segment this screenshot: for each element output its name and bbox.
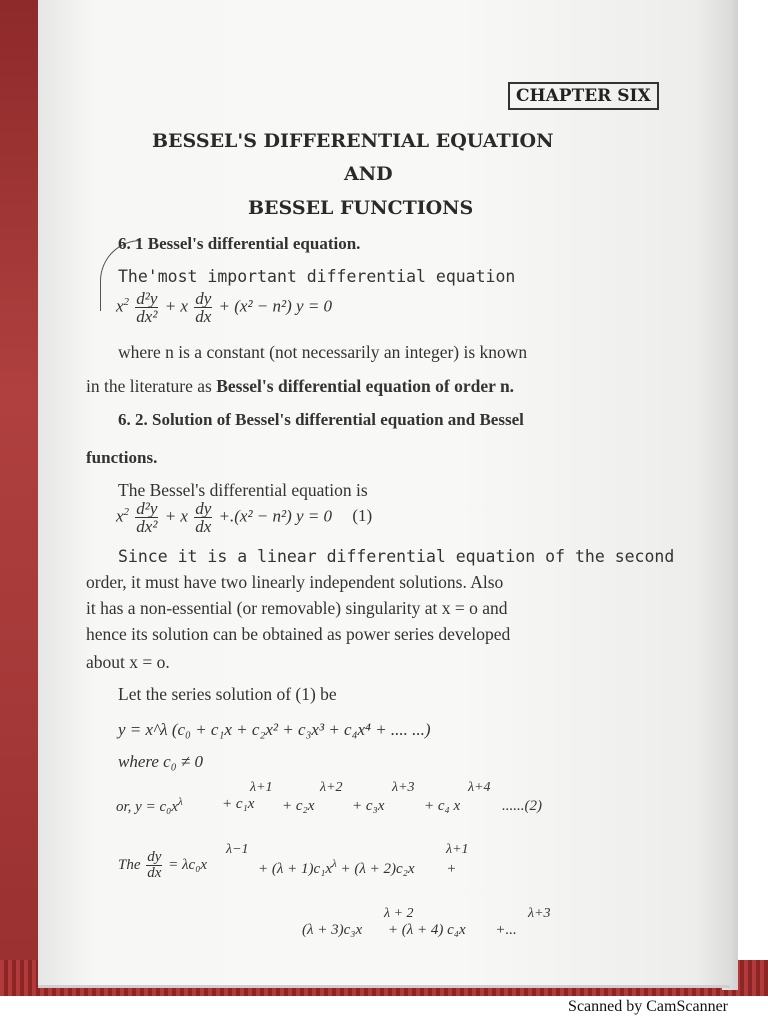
eq2-frac-d2y: $\frac{\text{d²y}}{\text{dx²}}$: [136, 499, 158, 536]
background-left: [0, 0, 40, 990]
title-line-3: BESSEL FUNCTIONS: [248, 197, 474, 219]
exp-lambda-3: λ+3: [392, 780, 415, 795]
scanned-by-label: Scanned by CamScanner: [568, 998, 728, 1015]
expanded-term-3: + c₃x: [352, 798, 385, 814]
section-6-1-para-line-2: [86, 376, 514, 397]
derivative-line-1-cont: + $(\lambda + 1)c_1x^\lambda + (\lambda + 2)c_2x$ +: [258, 858, 457, 877]
expanded-term-1: + c₁x: [222, 796, 255, 812]
exp-lambda-2: λ+2: [320, 780, 343, 795]
deriv-exp-3: λ+1: [446, 842, 469, 857]
where-c0: where c₀ ≠ 0: [118, 752, 203, 771]
exp-lambda-1: λ+1: [250, 780, 273, 795]
deriv2-exp-5: λ+3: [528, 906, 551, 921]
expanded-series-lead: or, $y = c_0x^\lambda$: [116, 796, 183, 815]
derivative-line-1: The $\frac{dy}{dx}$ = λc₀x: [118, 849, 208, 881]
eq1-plus-x: + x: [164, 296, 188, 316]
paragraph-2-line-5: about x = o.: [86, 652, 170, 672]
exp-lambda-4: λ+4: [468, 780, 491, 795]
deriv-exp-1: λ−1: [226, 842, 249, 857]
equation-1: [116, 290, 332, 325]
section-6-2-intro: The Bessel's differential equation is: [118, 480, 368, 500]
chapter-label: CHAPTER SIX: [508, 82, 659, 110]
section-6-1-para-line-1: where n is a constant (not necessarily an integer) is known: [118, 342, 528, 362]
expanded-tail: ......(2): [502, 798, 542, 814]
paragraph-2-line-1: Since it is a linear differential equation of the second: [118, 547, 675, 566]
eq1-x: x: [116, 296, 124, 316]
paragraph-2-line-2: order, it must have two linearly independent solutions. Also: [86, 572, 504, 592]
series-equation: y = x^λ (c₀ + c₁x + c₂x² + c₃x³ + c₄x⁴ + .... ...): [118, 720, 431, 739]
paragraph-2-line-3: it has a non-essential (or removable) singularity at x = o and: [86, 598, 508, 618]
section-6-1-para-text: in the literature as: [86, 376, 212, 396]
section-6-1-intro: The'most important differential equation: [118, 267, 516, 286]
section-6-2-heading-line-2: functions.: [86, 448, 158, 467]
eq2-ref: (1): [352, 506, 373, 526]
deriv2-exp-4: λ + 2: [384, 906, 414, 921]
eq1-rest: + (x² − n²) y = 0: [218, 296, 333, 316]
eq1-frac-d2y: $\frac{\text{d²y}}{\text{dx²}}$: [136, 289, 158, 326]
expanded-term-2: + c₂x: [282, 798, 315, 814]
eq1-sq: 2: [123, 295, 130, 308]
title-line-2: AND: [344, 163, 393, 185]
expanded-term-4: + c₄ x: [424, 798, 461, 814]
section-6-1-heading: 6. 1 Bessel's differential equation.: [118, 234, 361, 253]
derivative-line-2: (λ + 3)c₃x + (λ + 4) c₄x +...: [302, 922, 517, 938]
title-line-1: BESSEL'S DIFFERENTIAL EQUATION: [152, 130, 554, 152]
section-6-1-para-bold: Bessel's differential equation of order n.: [216, 376, 515, 396]
series-intro: Let the series solution of (1) be: [118, 684, 337, 704]
eq2-frac-dy: $\frac{dy}{dx}$: [195, 499, 212, 536]
eq1-frac-dy: $\frac{dy}{dx}$: [195, 289, 212, 326]
book-page: [38, 0, 730, 988]
paragraph-2-line-4: hence its solution can be obtained as power series developed: [86, 624, 511, 644]
equation-2: $x^2$ $\frac{\text{d²y}}{\text{dx²}}$ + x $\frac{dy}{dx}$ +.(x² − n²) y = 0 (1): [116, 499, 373, 536]
section-6-2-heading-line-1: 6. 2. Solution of Bessel's differential equation and Bessel: [118, 410, 524, 429]
